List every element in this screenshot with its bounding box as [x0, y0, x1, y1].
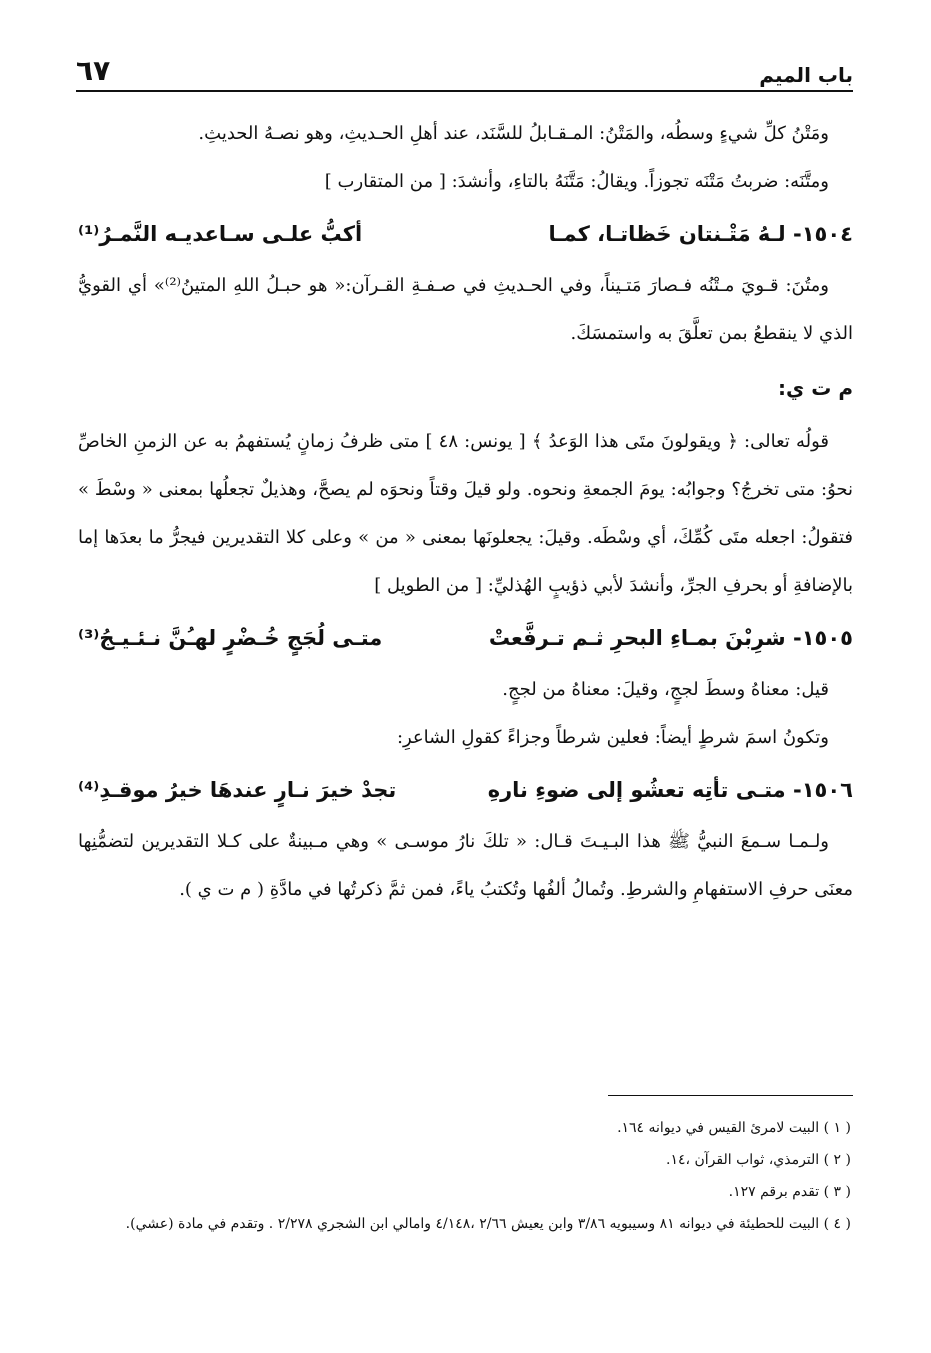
section-heading-mty: م ت ي: — [777, 376, 853, 400]
footnote-2: ( ٢ ) الترمذي، ثواب القرآن ،١٤. — [666, 1152, 851, 1168]
paragraph-mattanahu: ومتَّنَه: ضربتُ مَتْنَه تجوزاً. ويقالُ: مَتَّنَهُ بالتاءِ، وأنشدَ: [ من المتقارب ] — [324, 171, 829, 192]
footnote-1: ( ١ ) البيت لامرئ القيس في ديوانه ١٦٤. — [617, 1120, 851, 1136]
paragraph-mata-explanation: قولُه تعالى: ﴿ ويقولونَ متَى هذا الوَعدُ ﴾ [ يونس: ٤٨ ] متى ظرفُ زمانٍ يُستفهمُ به عن الزمنِ الخاصِّ نحوُ: متى تخرجُ؟ وجوابُه: يومَ الجمعةِ ونحوه. ولو قيلَ وقتاً ونحوَه لم يصحَّ، وهذيلٌ تجعلُها بمعنى « وسْطَ » فتقولُ: اجعله متَى كُمِّكَ، أي وسْطَه. وقيلَ: يجعلونَها بمعنى « من » وعلى كلا التقديرين فيجرُّ ما بعدَها إما بالإضافةِ أو بحرفِ الجرِّ، وأنشدَ لأبي ذؤيبٍ الهُذليِّ: [ من الطويل ] — [78, 431, 853, 596]
verse-1505-second-hemistich: متـى لُجَجٍ خُـضْرٍ لهـُنَّ نـئـيـجُ⁽³⁾ — [78, 626, 383, 650]
verse-1504-first-hemistich: ١٥٠٤- لـهُ مَتْـنتان خَظاتـا، كمـا — [548, 222, 853, 246]
paragraph-meaning: قيل: معناهُ وسطَ لججٍ، وقيلَ: معناهُ من لججٍ. — [502, 679, 829, 700]
footnote-3: ( ٣ ) تقدم برقم ١٢٧. — [728, 1184, 851, 1200]
verse-1506-first-hemistich: ١٥٠٦- متـى تأتِه تعشُو إلى ضوءِ نارهِ — [487, 778, 853, 802]
verse-1506 — [78, 762, 853, 818]
paragraph-conditional: وتكونُ اسمَ شرطٍ أيضاً: فعلين شرطاً وجزاءً كقولِ الشاعرِ: — [396, 727, 829, 748]
paragraph-prophet: ولـمـا سـمعَ النبيُّ ﷺ هذا البـيـتَ قـال: « تلكَ نارُ موسـى » وهي مـبينةٌ على كـلا التقديرين لتضمُّنِها معنَى حرفِ الاستفهامِ والشرطِ. وتُمالُ ألفُها وتُكتبُ ياءً، فمن ثمَّ ذكرتُها في مادَّةِ ( م ت ي ). — [78, 831, 853, 900]
verse-1504-second-hemistich: أكبُّ علـى سـاعديـه النَّمـرُ⁽¹⁾ — [78, 222, 363, 246]
paragraph-matuna: ومتُنَ: قـويَ مـتْنُه فـصارَ مَتـيناً، وفي الحـديثِ في صـفـةِ القـرآن:« هو حبـلُ اللهِ المتينُ⁽²⁾» أي القويُّ الذي لا ينقطعُ بمن تعلَّقَ به واستمسَكَ. — [78, 275, 853, 344]
verse-1505 — [78, 610, 853, 666]
chapter-title: باب الميم — [759, 63, 853, 87]
page-number: ٦٧ — [76, 54, 111, 87]
main-text — [78, 110, 853, 914]
verse-1504 — [78, 206, 853, 262]
footnote-4: ( ٤ ) البيت للحطيئة في ديوانه ٨١ وسيبويه ٣/٨٦ وابن يعيش ٢/٦٦ ،٤/١٤٨ وامالي ابن الشجري ٢/٢٧٨ . وتقدم في مادة (عشي). — [125, 1216, 851, 1232]
page-header — [76, 48, 853, 92]
paragraph-matn-definition: ومَتْنُ كلِّ شيءٍ وسطُه، والمَتْنُ: المـقـابلُ للسَّنَد، عند أهلِ الحـديثِ، وهو نصـهُ الحديثِ. — [198, 123, 829, 144]
verse-1506-second-hemistich: تجدْ خيرَ نـارٍ عندهَا خيرُ موقـدِ⁽⁴⁾ — [78, 778, 397, 802]
verse-1505-first-hemistich: ١٥٠٥- شرِبْنَ بمـاءِ البحرِ ثـم تـرفَّعتْ — [488, 626, 853, 650]
footnote-divider — [608, 1095, 853, 1096]
footnotes — [78, 1095, 853, 1240]
